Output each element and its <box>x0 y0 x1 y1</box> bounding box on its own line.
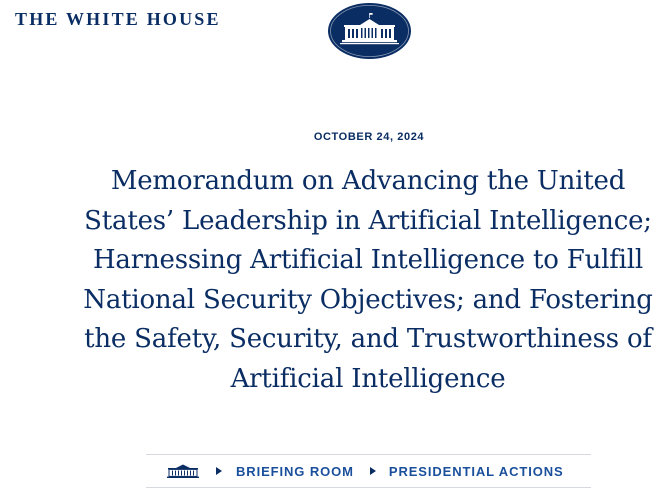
white-house-seal-icon[interactable] <box>328 3 411 59</box>
breadcrumb-presidential-actions[interactable]: PRESIDENTIAL ACTIONS <box>388 463 564 479</box>
white-house-icon[interactable] <box>166 462 200 480</box>
publish-date: OCTOBER 24, 2024 <box>313 131 425 143</box>
breadcrumb <box>146 454 591 488</box>
caret-right-icon <box>216 467 222 475</box>
caret-right-icon <box>370 467 376 475</box>
site-title-link[interactable]: THE WHITE HOUSE <box>15 9 221 29</box>
page-title: Memorandum on Advancing the United States’ Leadership in Artificial Intelligence; Harnessing Artificial Intelligence to Fulfill National Security Objectives; and Fostering the Safety, Security, and Trustworthiness of Artificial Intelligence <box>83 166 653 394</box>
breadcrumb-briefing-room[interactable]: BRIEFING ROOM <box>236 463 354 479</box>
